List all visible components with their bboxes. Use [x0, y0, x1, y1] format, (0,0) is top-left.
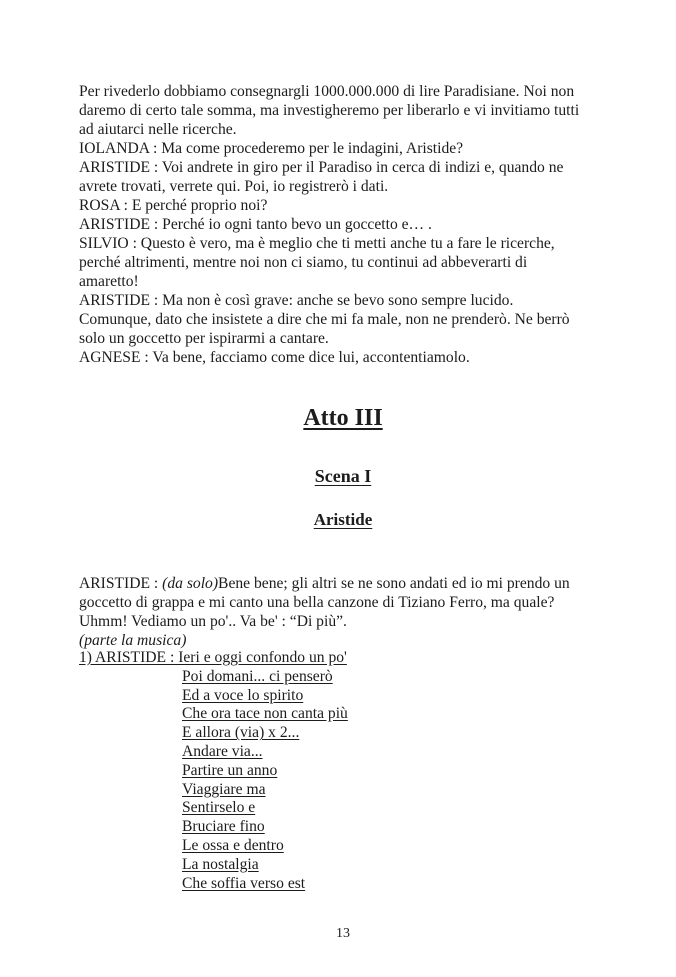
- lyric-line: [79, 687, 624, 706]
- text-line: avrete trovati, verrete qui. Poi, io registrerò i dati.: [79, 178, 389, 195]
- lyric-text: Viaggiare ma: [182, 780, 266, 798]
- lyric-line: [79, 649, 624, 668]
- text-line: perché altrimenti, mentre noi non ci siamo, tu continui ad abbeverarti di: [79, 254, 528, 271]
- lyric-text: Bruciare fino: [182, 818, 265, 836]
- lyric-line: [79, 837, 624, 856]
- lyric-text: Sentirselo e: [182, 799, 256, 817]
- text-line: Uhmm! Vediamo un po'.. Va be' : “Di più”.: [79, 613, 347, 630]
- lyric-line: [79, 856, 624, 875]
- text-line: IOLANDA : Ma come procederemo per le indagini, Aristide?: [79, 140, 464, 157]
- lyric-text: Che soffia verso est: [182, 874, 306, 892]
- text-line: Comunque, dato che insistete a dire che mi fa male, non ne prenderò. Ne berrò: [79, 311, 570, 328]
- text-line: SILVIO : Questo è vero, ma è meglio che ti metti anche tu a fare le ricerche,: [79, 235, 555, 252]
- lyric-text: Poi domani... ci penserò: [182, 667, 333, 685]
- text-line: ARISTIDE : Voi andrete in giro per il Paradiso in cerca di indizi e, quando ne: [79, 159, 564, 176]
- scene-heading: Scena I: [314, 466, 372, 486]
- lyric-line: [79, 724, 624, 743]
- lyric-line: [79, 743, 624, 762]
- monologue-block: [79, 574, 624, 650]
- text-line: solo un goccetto per ispirarmi a cantare.: [79, 330, 329, 347]
- dialogue-paragraph: [79, 158, 624, 196]
- lyric-text: Ed a voce lo spirito: [182, 686, 304, 704]
- dialogue-paragraph: [79, 215, 624, 234]
- dialogue-paragraph: [79, 82, 624, 139]
- speaker-name: ARISTIDE :: [79, 575, 163, 592]
- dialogue-paragraph: [79, 196, 624, 215]
- lyric-line: [79, 781, 624, 800]
- lyric-line: [79, 875, 624, 894]
- lyric-text: 1) ARISTIDE : Ieri e oggi confondo un po': [79, 649, 347, 666]
- page-number: 13: [336, 926, 350, 941]
- stage-note: (parte la musica): [79, 632, 187, 649]
- dialogue-block: [79, 82, 624, 367]
- stage-direction: (da solo): [162, 575, 219, 592]
- lyric-text: Partire un anno: [182, 761, 278, 779]
- dialogue-paragraph: [79, 139, 624, 158]
- song-lyrics: [79, 649, 624, 893]
- text-line: ROSA : E perché proprio noi?: [79, 197, 268, 214]
- lyric-text: Le ossa e dentro: [182, 836, 284, 854]
- character-heading: Aristide: [313, 510, 373, 529]
- lyric-text: La nostalgia: [182, 855, 259, 873]
- monologue-paragraph: [79, 574, 624, 650]
- lyric-text: Andare via...: [182, 742, 263, 760]
- lyric-text: E allora (via) x 2...: [182, 724, 300, 742]
- text-line: ARISTIDE : Ma non è così grave: anche se bevo sono sempre lucido.: [79, 292, 514, 309]
- text-line: ad aiutarci nelle ricerche.: [79, 121, 237, 138]
- text-line: Bene bene; gli altri se ne sono andati ed io mi prendo un: [218, 575, 570, 592]
- dialogue-paragraph: [79, 234, 624, 291]
- text-line: Per rivederlo dobbiamo consegnargli 1000.000.000 di lire Paradisiane. Noi non: [79, 83, 575, 100]
- lyric-line: [79, 818, 624, 837]
- text-line: AGNESE : Va bene, facciamo come dice lui, accontentiamolo.: [79, 349, 470, 366]
- lyric-line: [79, 668, 624, 687]
- text-line: ARISTIDE : Perché io ogni tanto bevo un goccetto e… .: [79, 216, 432, 233]
- lyric-line: [79, 762, 624, 781]
- lyric-text: Che ora tace non canta più: [182, 705, 348, 723]
- lyric-line: [79, 799, 624, 818]
- dialogue-paragraph: [79, 291, 624, 348]
- act-heading: Atto III: [303, 405, 383, 431]
- text-line: goccetto di grappa e mi canto una bella canzone di Tiziano Ferro, ma quale?: [79, 594, 555, 611]
- lyric-line: [79, 705, 624, 724]
- dialogue-paragraph: [79, 348, 624, 367]
- text-line: amaretto!: [79, 273, 139, 290]
- text-line: daremo di certo tale somma, ma investigheremo per liberarlo e vi invitiamo tutti: [79, 102, 580, 119]
